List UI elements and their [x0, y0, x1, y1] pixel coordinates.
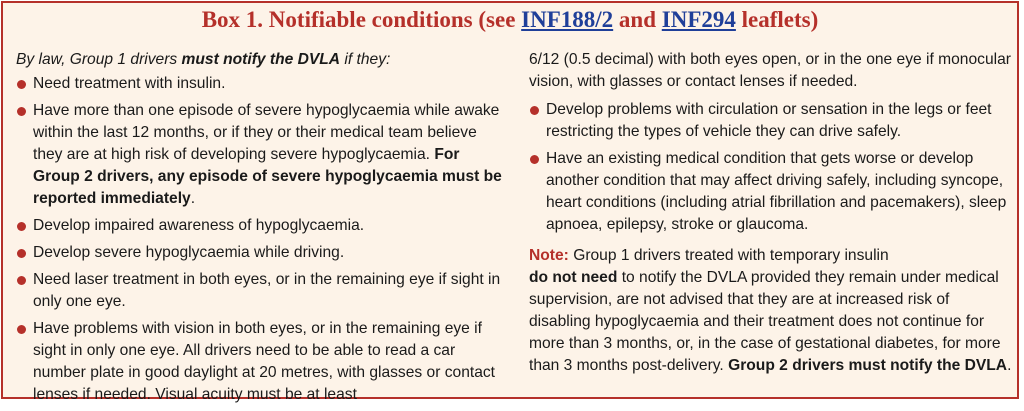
list-item: [16, 100, 510, 210]
list-item: [16, 318, 510, 406]
intro-bold: must notify the DVLA: [181, 51, 341, 68]
bullet-icon: [17, 325, 26, 334]
list-item: [16, 269, 510, 313]
list-item-text: Develop problems with circulation or sensation in the legs or feet restricting the types of vehicle they can drive safely.: [546, 101, 992, 140]
note-bold-2: Group 2 drivers must notify the DVLA: [728, 357, 1008, 374]
list-item: [16, 215, 510, 237]
right-column: [529, 49, 1015, 393]
list-item-text: Need treatment with insulin.: [33, 75, 226, 92]
left-column: [16, 49, 510, 411]
note-mid: to notify the DVLA provided they remain under medical supervision, are not advised that they are at increased risk of disabling hypoglycaemia and their treatment does not continue for more than 3 months, or, in the case of gestational diabetes, for more than 3 months post-delivery.: [529, 269, 1001, 374]
inf294-link[interactable]: INF294: [661, 7, 736, 32]
intro-post: if they:: [340, 51, 391, 68]
list-item-text: Develop severe hypoglycaemia while driving.: [33, 244, 345, 261]
bullet-icon: [17, 80, 26, 89]
list-item-text: Have an existing medical condition that gets worse or develop another condition that may affect driving safely, including syncope, heart conditions (including atrial fibrillation and pacemakers), sleep apnoea, epilepsy, stroke or glaucoma.: [546, 150, 1007, 233]
bullet-icon: [17, 249, 26, 258]
note-end: .: [1007, 357, 1012, 374]
bullet-icon: [530, 155, 539, 164]
title-suffix: leaflets): [735, 7, 819, 32]
inf188-link[interactable]: INF188/2: [521, 7, 614, 32]
bullet-icon: [17, 276, 26, 285]
title-prefix: Box 1. Notifiable conditions (see: [201, 7, 522, 32]
list-item-text: Have more than one episode of severe hypoglycaemia while awake within the last 12 months, or if they or their medical team believe they are at high risk of developing severe hypoglycaemia.: [33, 102, 500, 163]
list-item: [16, 242, 510, 264]
condition-list-right: [529, 99, 1015, 236]
list-item-text: Develop impaired awareness of hypoglycaemia.: [33, 217, 365, 234]
note-label: Note:: [529, 247, 569, 264]
list-item-after: .: [190, 190, 196, 207]
note-pre: Group 1 drivers treated with temporary insulin: [568, 247, 889, 264]
list-item-continuation: 6/12 (0.5 decimal) with both eyes open, or in the one eye if monocular vision, with glasses or contact lenses if needed.: [529, 51, 1011, 90]
bullet-icon: [17, 222, 26, 231]
notifiable-conditions-box: [1, 1, 1019, 403]
list-item: [529, 148, 1015, 236]
intro-text: [16, 49, 510, 71]
note-paragraph: [529, 245, 1015, 377]
title-middle: and: [613, 7, 662, 32]
list-item-bold: For Group 2 drivers, any episode of severe hypoglycaemia must be reported immediately: [33, 146, 502, 207]
box-title: [3, 7, 1017, 33]
list-item: [16, 73, 510, 95]
bullet-icon: [17, 107, 26, 116]
condition-list-left: [16, 73, 510, 406]
list-item: [529, 99, 1015, 143]
list-item-text: Need laser treatment in both eyes, or in the remaining eye if sight in only one eye.: [33, 271, 501, 310]
note-bold-1: do not need: [529, 269, 618, 286]
intro-pre: By law, Group 1 drivers: [16, 51, 182, 68]
bullet-icon: [530, 106, 539, 115]
list-item-text: Have problems with vision in both eyes, or in the remaining eye if sight in only one eye. All drivers need to be able to read a car number plate in good daylight at 20 metres, with glasses or contact lenses if needed. Visual acuity must be at least: [33, 320, 496, 403]
